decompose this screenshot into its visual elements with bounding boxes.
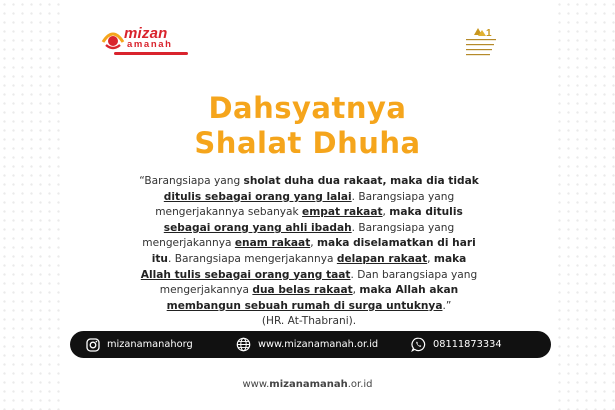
instagram-handle: mizanamanahorg <box>107 339 193 350</box>
quote-emphasis: empat rakaat <box>302 206 383 219</box>
quote-emphasis: sebagai orang yang ahli ibadah <box>163 221 352 234</box>
quote-text: . Barangsiapa yang <box>351 221 455 234</box>
footer-url-prefix: www. <box>242 379 270 390</box>
quote-line <box>78 221 540 237</box>
logo-underline <box>114 52 188 55</box>
quote-emphasis: membangun sebuah rumah di surga untuknya <box>166 299 443 312</box>
mizan-amanah-logo <box>100 24 190 58</box>
quote-line <box>78 252 540 268</box>
dot-pattern-left <box>0 0 60 410</box>
quote-emphasis: maka diselamatkan di hari <box>317 237 476 250</box>
whatsapp-icon <box>411 337 426 352</box>
website-url: www.mizanamanah.or.id <box>258 339 379 350</box>
footer-url-suffix: .or.id <box>347 379 373 390</box>
quote-emphasis: itu <box>151 252 168 265</box>
quote-line <box>78 299 540 315</box>
quote-emphasis: sholat duha dua rakaat <box>243 175 383 187</box>
quote-emphasis: Allah tulis sebagai orang yang taat <box>140 268 351 281</box>
quote-emphasis: maka <box>433 252 467 265</box>
quote-text: mengerjakannya <box>159 284 253 297</box>
quote-emphasis: , maka dia tidak <box>382 175 479 187</box>
whatsapp-contact[interactable] <box>411 331 502 358</box>
quote-text: , <box>310 237 318 250</box>
mizan-logo-icon <box>100 28 126 50</box>
whatsapp-number: 08111873334 <box>433 339 502 350</box>
contact-bar <box>70 331 551 358</box>
title-line-1: Dahsyatnya <box>208 91 407 125</box>
quote-line <box>78 174 540 190</box>
dot-pattern-right <box>555 0 615 410</box>
instagram-contact[interactable] <box>86 331 193 358</box>
footer-website-link[interactable] <box>0 379 615 390</box>
svg-text:1: 1 <box>486 28 492 39</box>
quote-line <box>78 205 540 221</box>
title-line-2: Shalat Dhuha <box>194 126 421 160</box>
quote-emphasis: ditulis sebagai orang yang lalai <box>163 190 352 203</box>
quote-emphasis: maka ditulis <box>389 206 463 219</box>
quote-text: “Barangsiapa yang <box>139 175 244 187</box>
quote-emphasis: dua belas rakaat <box>252 284 353 297</box>
instagram-icon <box>86 338 100 352</box>
quote-text: , <box>427 252 434 265</box>
logo-text-bottom: amanah <box>127 39 173 50</box>
quote-line <box>78 236 540 252</box>
badge-emblem-icon <box>462 26 518 60</box>
partner-badge <box>462 26 518 60</box>
quote-source: (HR. At-Thabrani). <box>261 315 357 328</box>
quote-text: .” <box>442 299 452 312</box>
globe-icon <box>236 337 251 352</box>
quote-line <box>78 283 540 299</box>
footer-url-domain: mizanamanah <box>269 379 348 390</box>
quote-text: . Barangsiapa yang <box>351 190 455 203</box>
quote-text: . Barangsiapa mengerjakannya <box>167 252 337 265</box>
quote-text: , <box>352 284 360 297</box>
logo-text-top: mizan <box>124 25 168 42</box>
quote-line <box>78 268 540 284</box>
hadith-quote <box>78 174 540 330</box>
quote-emphasis: delapan rakaat <box>336 252 428 265</box>
quote-text: mengerjakannya sebanyak <box>155 206 303 219</box>
website-contact[interactable] <box>236 331 378 358</box>
quote-text: . Dan barangsiapa yang <box>350 268 478 281</box>
quote-emphasis: enam rakaat <box>234 237 311 250</box>
quote-text: mengerjakannya <box>142 237 235 250</box>
quote-text: , <box>382 206 390 219</box>
quote-emphasis: maka Allah akan <box>359 284 459 297</box>
quote-line <box>78 190 540 206</box>
